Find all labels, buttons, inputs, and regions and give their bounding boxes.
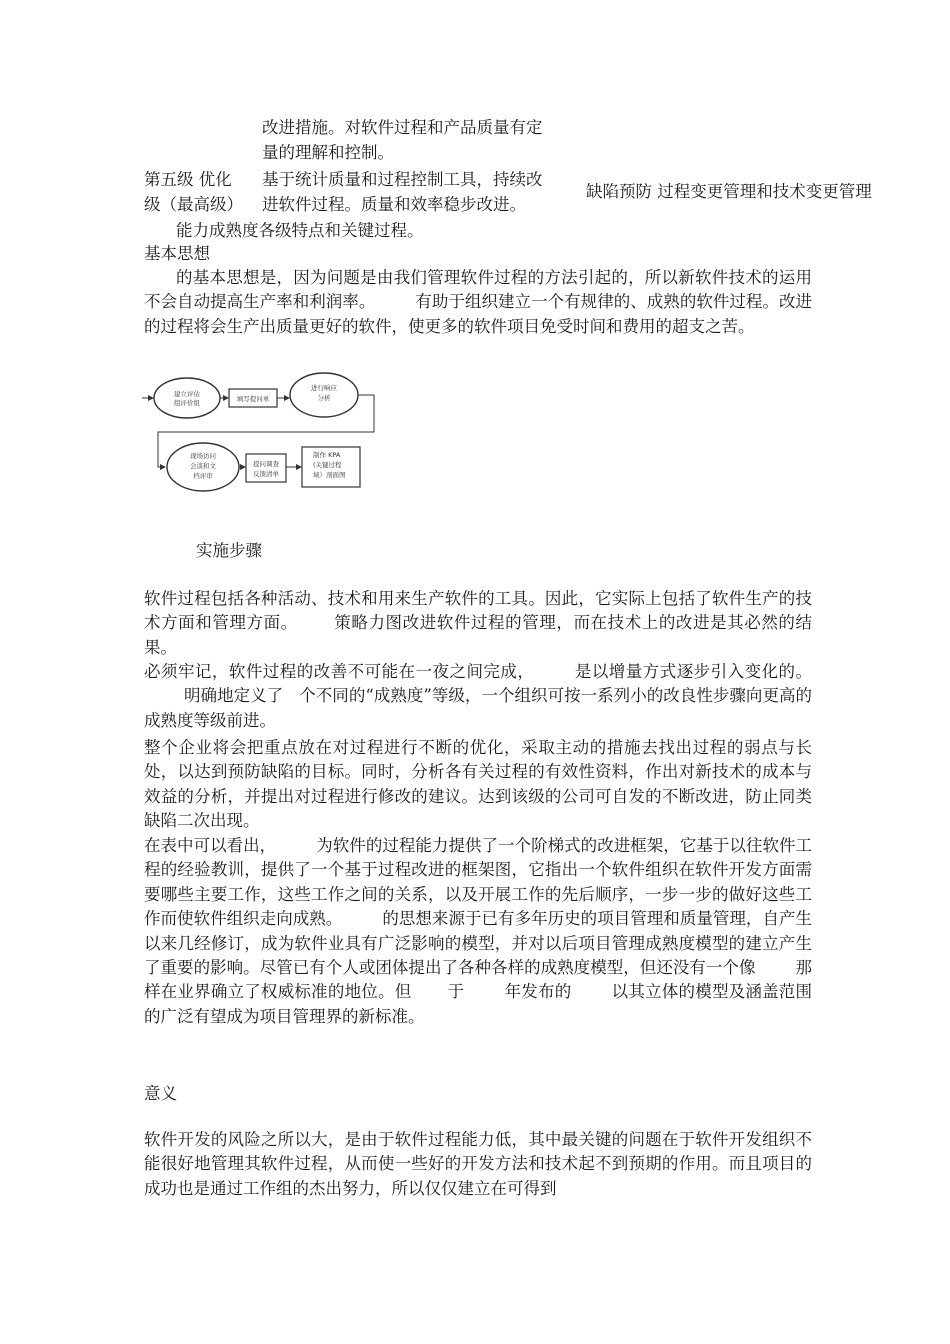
basic-idea-text-b: 有助于组织建立一个有规律的、成熟的软件过程。改进的过程将会生产出质量更好的软件，使更多的软件项目免受时间和费用的超支之苦。 [144, 292, 813, 336]
steps-p2-text-c: 明确地定义了 [184, 686, 284, 706]
steps-p1-text-b: 策略力图改进软件过程的管理，而在技术上的改进是其必然的结果。 [144, 613, 813, 657]
flow-node-feedback-list-l2: 反馈清单 [253, 470, 279, 478]
table-cell-level5-feature-line2: 进软件过程。质量和效率稳步改进。 [262, 195, 526, 214]
flow-node-kpa-profile-l1: 制作 KPA [313, 451, 341, 459]
heading-basic-idea: 基本思想 [144, 244, 210, 263]
steps-p4-text-g: 以其立体的模型及涵盖范围的广泛有望成为项目管理界的新标准。 [144, 982, 813, 1026]
flow-node-form-team [154, 378, 220, 418]
table-cell-feature-cont-line2: 量的理解和控制。 [262, 143, 394, 162]
flow-node-response-analysis-l2: 分析 [317, 394, 331, 402]
steps-p4-text-b: 为软件的过程能力提供了一个阶梯式的改进框架，它基于以往软件工程的经验教训，提供了一个基于过程改进的框架图，它指出一个软件组织在软件开发方面需要哪些主要工作，这些工作之间的关系，以及开展工作的先后顺序，一步一步的做好这些工作而使软件组织走向成熟。 [144, 836, 813, 929]
flow-node-kpa-profile-l3: 域）剖面图 [313, 471, 346, 479]
heading-implementation-steps: 实施步骤 [196, 541, 262, 560]
paragraph-steps-4 [144, 834, 812, 1029]
flow-node-questionnaire-label: 填写提问单 [236, 395, 270, 403]
table-cell-level5-line2: 级（最高级） [144, 195, 243, 214]
flow-node-onsite-review-l3: 档评审 [193, 472, 213, 480]
flow-node-onsite-review-l2: 会谈和文 [190, 462, 216, 470]
assessment-flowchart [140, 370, 385, 500]
steps-p4-text-a: 在表中可以看出， [144, 836, 277, 855]
paragraph-steps-2 [144, 660, 812, 733]
flow-node-response-analysis-l1: 进行响应 [311, 384, 337, 392]
steps-p2-text-d: 个不同的“成熟度”等级，一个组织可按一系列小的改良性步骤向更高的成熟度等级前进。 [144, 686, 812, 730]
paragraph-steps-1 [144, 587, 812, 660]
steps-p1-text-a: 软件过程包括各种活动、技术和用来生产软件的工具。因此，它实际上包括了软件生产的技术方面和管理方面。 [144, 589, 812, 633]
flow-node-form-team-l1: 建立评估 [174, 390, 200, 398]
steps-p2-text-b: 是以增量方式逐步引入变化的。 [574, 662, 813, 681]
basic-idea-text-a: 的基本思想是，因为问题是由我们管理软件过程的方法引起的，所以新软件技术的运用不会自动提高生产率和利润率。 [144, 268, 812, 312]
flow-node-kpa-profile-l2: (关键过程 [313, 461, 342, 469]
table-cell-feature-cont-line1: 改进措施。对软件过程和产品质量有定 [262, 118, 543, 137]
steps-p4-text-e: 于 [447, 982, 465, 1002]
table-cell-level5-feature-line1: 基于统计质量和过程控制工具，持续改 [262, 170, 543, 189]
paragraph-steps-3: 整个企业将会把重点放在对过程进行不断的优化，采取主动的措施去找出过程的弱点与长处，以达到预防缺陷的目标。同时，分析各有关过程的有效性资料，作出对新技术的成本与效益的分析，并提出对过程进行修改的建议。达到该级的公司可自发的不断改进，防止同类缺陷二次出现。 [144, 738, 812, 831]
table-cell-level5-line1: 第五级 优化 [144, 170, 232, 189]
steps-p2-text-a: 必须牢记，软件过程的改善不可能在一夜之间完成， [144, 662, 535, 681]
steps-p4-text-f: 年发布的 [504, 982, 572, 1002]
paragraph-significance: 软件开发的风险之所以大，是由于软件过程能力低，其中最关键的问题在于软件开发组织不能很好地管理其软件过程，从而使一些好的开发方法和技术起不到预期的作用。而且项目的成功也是通过工作组的杰出努力，所以仅仅建立在可得到 [144, 1130, 812, 1198]
paragraph-basic-idea [144, 266, 812, 339]
flow-node-form-team-l2: 组评价组 [174, 399, 200, 407]
table-cell-level5-process: 缺陷预防 过程变更管理和技术变更管理 [586, 182, 872, 201]
steps-p4-text-c: 的思想来源于已有多年历史的项目管理和质量管理，自产生以来几经修订，成为软件业具有广泛影响的模型，并对以后项目管理成熟度模型的建立产生了重要的影响。尽管已有个人或团体提出了各种各样的成熟度模型，但还没有一个像 [144, 909, 813, 978]
steps-p4-text-d: 那样在业界确立了权威标准的地位。但 [144, 958, 813, 1002]
flow-node-feedback-list-l1: 提问调查 [253, 460, 279, 468]
flow-node-onsite-review-l1: 现场访问 [190, 452, 216, 460]
heading-significance: 意义 [144, 1084, 177, 1103]
table-caption: 能力成熟度各级特点和关键过程。 [176, 221, 424, 240]
